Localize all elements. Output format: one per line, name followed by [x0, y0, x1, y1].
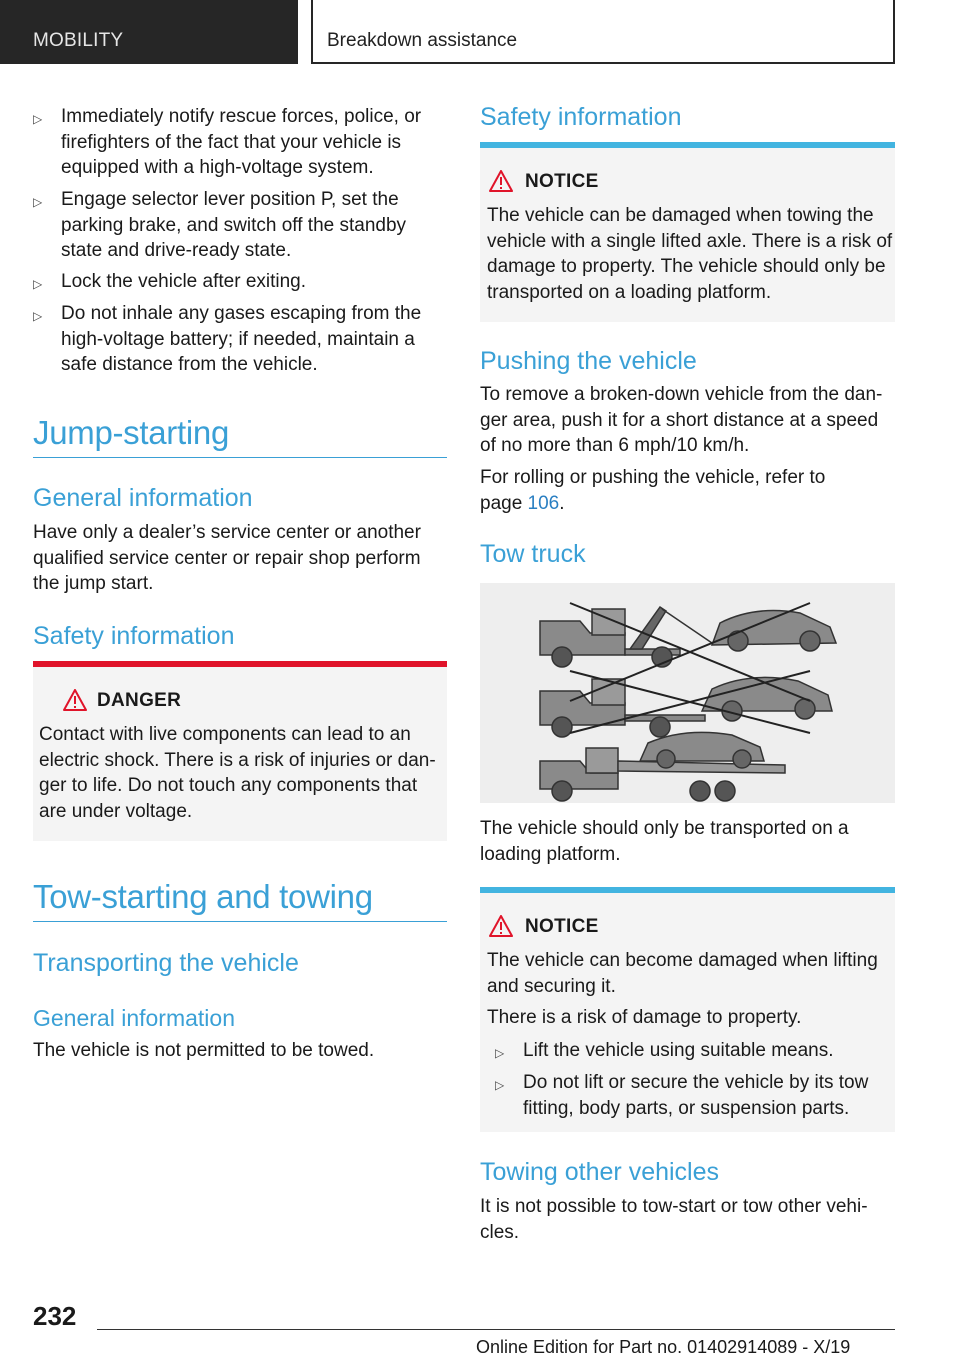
- text-line: transported on a loading platform.: [487, 281, 772, 303]
- list-item-text: [523, 1070, 868, 1121]
- general-information-text: [33, 520, 447, 597]
- list-item-text: [61, 269, 306, 295]
- triangle-right-icon: ▷: [33, 309, 43, 323]
- subheading-safety-information: Safety information: [33, 622, 235, 650]
- text-line: Immediately notify rescue forces, police, or: [61, 106, 422, 127]
- triangle-right-icon: ▷: [495, 1046, 505, 1060]
- text-line: vehicle with a single lifted axle. There is a risk of: [487, 230, 893, 252]
- text-line: firefighters of the fact that your vehicle is: [61, 131, 402, 153]
- text-line: and securing it.: [487, 975, 616, 997]
- text-line: parking brake, and switch off the standby: [61, 214, 407, 236]
- tow-truck-drawing: [480, 583, 895, 803]
- text-fragment: .: [559, 492, 565, 514]
- edition-text: Online Edition for Part no. 01402914089 - X/19: [476, 1337, 851, 1357]
- notice-text: [487, 948, 893, 999]
- list-item-text: [61, 301, 421, 378]
- page-number: 232: [33, 1301, 77, 1331]
- list-item-text: [61, 104, 421, 181]
- danger-text: [39, 722, 443, 824]
- heading-rule: [33, 457, 447, 458]
- notice-text: [487, 203, 893, 305]
- text-line: The vehicle should only be transported on a: [480, 818, 849, 839]
- subheading-towing-other-vehicles: Towing other vehicles: [480, 1158, 720, 1186]
- text-line: qualified service center or repair shop perform: [33, 547, 421, 569]
- header-section: MOBILITY: [0, 0, 298, 64]
- text-line: are under voltage.: [39, 800, 193, 822]
- subheading-pushing-vehicle: Pushing the vehicle: [480, 347, 697, 375]
- text-line: The vehicle can be damaged when towing the: [487, 205, 874, 226]
- tow-truck-illustration: [480, 583, 895, 803]
- text-line: fitting, body parts, or suspension parts.: [523, 1097, 850, 1119]
- warning-triangle-icon: [489, 915, 513, 937]
- text-line: Lock the vehicle after exiting.: [61, 271, 307, 292]
- text-line: equipped with a high-voltage system.: [61, 157, 374, 178]
- text-line: of no more than 6 mph/10 km/h.: [480, 435, 750, 456]
- section-heading-tow-starting: Tow-starting and towing: [33, 878, 373, 915]
- triangle-right-icon: ▷: [33, 112, 43, 126]
- danger-title: DANGER: [97, 690, 182, 711]
- text-line: Have only a dealer’s service center or another: [33, 522, 421, 543]
- text-line: [480, 491, 895, 517]
- text-line: the jump start.: [33, 573, 154, 594]
- subheading-safety-information: Safety information: [480, 103, 682, 131]
- text-line: cles.: [480, 1221, 520, 1243]
- section-heading-jump-starting: Jump-starting: [33, 414, 230, 451]
- text-line: Engage selector lever position P, set the: [61, 189, 399, 210]
- text-line: safe distance from the vehicle.: [61, 354, 318, 375]
- triangle-right-icon: ▷: [33, 195, 43, 209]
- text-line: loading platform.: [480, 843, 621, 865]
- text-line: Lift the vehicle using suitable means.: [523, 1040, 834, 1061]
- text-line: To remove a broken-down vehicle from the dan‐: [480, 384, 883, 405]
- page-reference-link[interactable]: 106: [527, 492, 560, 514]
- notice-title: NOTICE: [525, 171, 599, 192]
- text-fragment: page: [480, 492, 528, 514]
- triangle-right-icon: ▷: [33, 277, 43, 291]
- header-chapter: Breakdown assistance: [311, 0, 895, 64]
- notice-risk-text: There is a risk of damage to property.: [487, 1007, 802, 1028]
- list-item-text: [523, 1038, 834, 1064]
- text-line: For rolling or pushing the vehicle, refer to: [480, 467, 826, 488]
- heading-rule: [33, 921, 447, 922]
- towing-other-text: [480, 1194, 895, 1245]
- text-line: Do not inhale any gases escaping from the: [61, 303, 422, 324]
- triangle-right-icon: ▷: [495, 1078, 505, 1092]
- warning-triangle-icon: [489, 170, 513, 192]
- text-line: high-voltage battery; if needed, maintain a: [61, 328, 415, 350]
- text-line: damage to property. The vehicle should only be: [487, 256, 886, 277]
- subheading-transporting-vehicle: Transporting the vehicle: [33, 949, 299, 977]
- subheading-general-information: General information: [33, 1005, 235, 1031]
- text-line: Do not lift or secure the vehicle by its tow: [523, 1072, 869, 1093]
- text-line: electric shock. There is a risk of injuries or dan‐: [39, 749, 436, 771]
- text-line: ger area, push it for a short distance at a speed: [480, 409, 879, 431]
- text-line: Contact with live components can lead to an: [39, 724, 411, 745]
- text-line: The vehicle can become damaged when lifting: [487, 950, 878, 971]
- text-line: It is not possible to tow-start or tow other vehi‐: [480, 1196, 868, 1217]
- subheading-tow-truck: Tow truck: [480, 540, 586, 568]
- pushing-text: [480, 382, 895, 459]
- warning-triangle-icon: [63, 689, 87, 711]
- text-line: state and drive-ready state.: [61, 240, 292, 261]
- figure-caption: [480, 816, 895, 867]
- rolling-text: [480, 465, 895, 516]
- notice-title: NOTICE: [525, 916, 599, 937]
- list-item-text: [61, 187, 406, 264]
- text-line: ger to life. Do not touch any components that: [39, 775, 418, 796]
- footer-rule: [97, 1329, 895, 1330]
- subheading-general-information: General information: [33, 484, 253, 512]
- transport-text: The vehicle is not permitted to be towed.: [33, 1040, 375, 1061]
